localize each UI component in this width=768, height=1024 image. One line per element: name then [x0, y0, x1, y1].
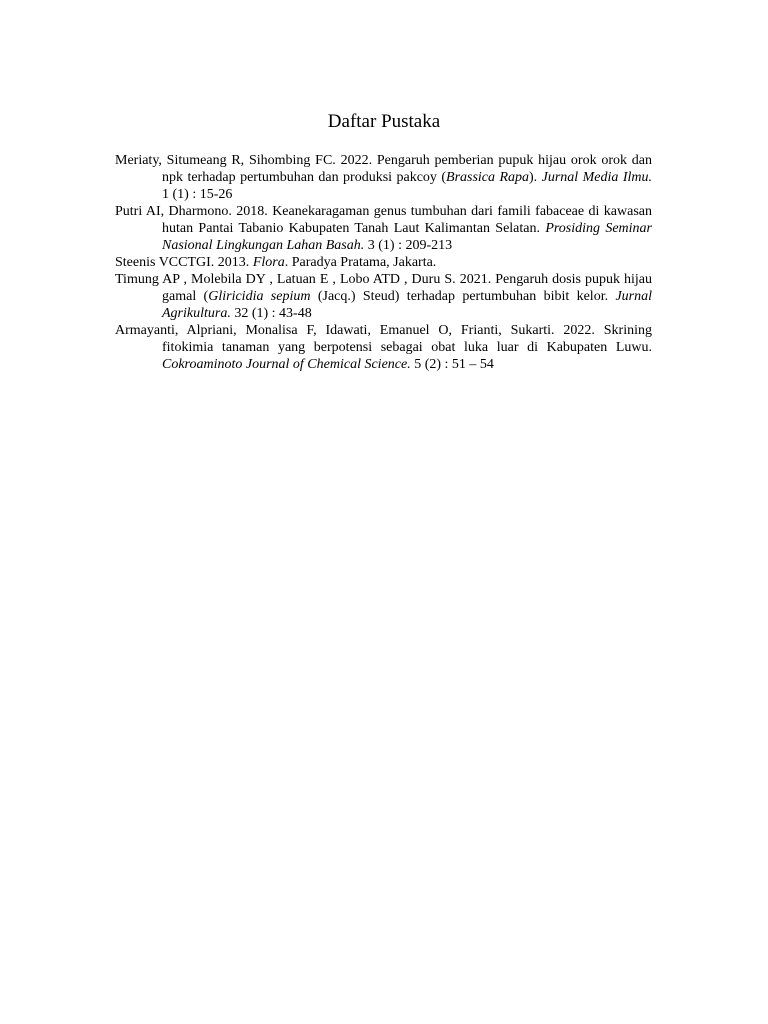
reference-species: Gliricidia sepium — [208, 289, 311, 304]
reference-authors-year: Steenis VCCTGI. 2013. — [115, 255, 253, 270]
reference-source: Prosiding Seminar Nasional Lingkungan Lahan Basah. — [162, 221, 652, 253]
reference-title-end: (Jacq.) Steud) terhadap pertumbuhan bibit kelor. — [310, 289, 616, 304]
reference-entry — [115, 271, 652, 322]
reference-details: . Paradya Pratama, Jakarta. — [284, 255, 437, 270]
reference-list — [115, 152, 652, 373]
reference-entry — [115, 254, 652, 271]
reference-details: 32 (1) : 43-48 — [230, 306, 312, 321]
reference-source: Cokroaminoto Journal of Chemical Science. — [162, 357, 411, 372]
reference-source: Flora — [252, 255, 285, 270]
reference-title: Pengaruh dosis pupuk hijau gamal ( — [162, 272, 653, 304]
reference-source: Jurnal Agrikultura. — [162, 289, 653, 321]
reference-entry — [115, 152, 652, 203]
reference-title: Pengaruh pemberian pupuk hijau orok orok dan npk terhadap pertumbuhan dan produksi pakcoy ( — [162, 153, 652, 185]
reference-authors-year: Armayanti, Alpriani, Monalisa F, Idawati, Emanuel O, Frianti, Sukarti. 2022. — [115, 323, 604, 338]
page-title: Daftar Pustaka — [327, 111, 441, 132]
reference-species: Brassica Rapa — [446, 170, 530, 185]
reference-title: Keanekaragaman genus tumbuhan dari famili fabaceae di kawasan hutan Pantai Tabanio Kabupaten Tanah Laut Kalimantan Selatan. — [162, 204, 652, 236]
reference-entry — [115, 322, 652, 373]
reference-details: 1 (1) : 15-26 — [162, 187, 233, 202]
reference-entry — [115, 203, 652, 254]
reference-details: 5 (2) : 51 – 54 — [410, 357, 494, 372]
reference-details: 3 (1) : 209-213 — [364, 238, 453, 253]
reference-authors-year: Meriaty, Situmeang R, Sihombing FC. 2022. — [115, 153, 377, 168]
reference-source: Jurnal Media Ilmu. — [541, 170, 652, 185]
reference-title: Skrining fitokimia tanaman yang berpotensi sebagai obat luka luar di Kabupaten Luwu. — [162, 323, 652, 355]
reference-authors-year: Putri AI, Dharmono. 2018. — [115, 204, 273, 219]
reference-authors-year: Timung AP , Molebila DY , Latuan E , Lobo ATD , Duru S. 2021. — [115, 272, 496, 287]
reference-title-end: ). — [529, 170, 542, 185]
